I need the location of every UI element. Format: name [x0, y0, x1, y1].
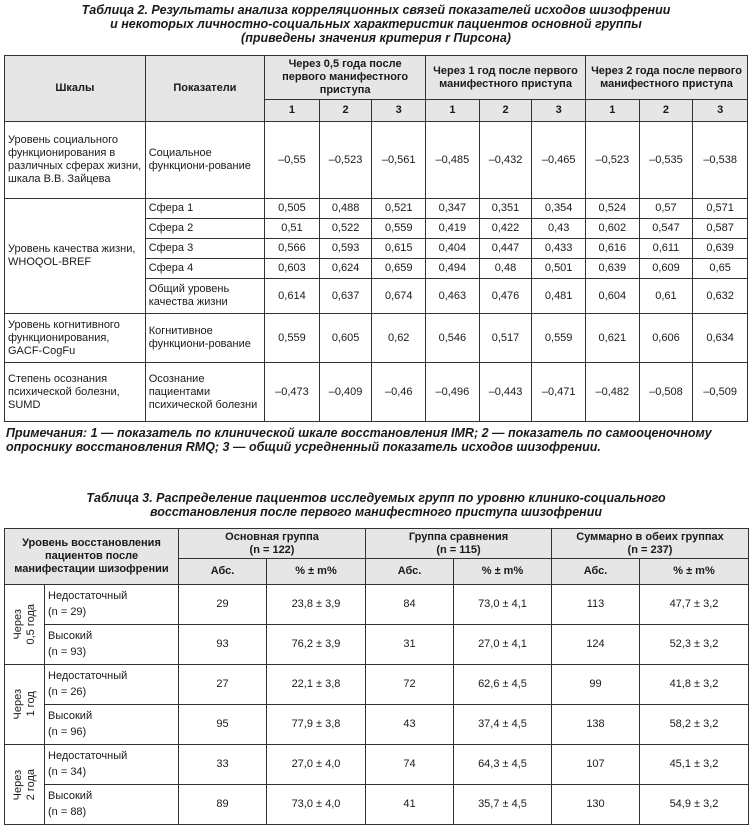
scale-cell: Степень осознания психической болезни, SUMD [5, 363, 146, 422]
value-cell: 0,546 [426, 314, 480, 363]
table-row [5, 363, 748, 422]
scale-cell: Уровень когнитивного функционирования, GACF-CogFu [5, 314, 146, 363]
level-count: (n = 93) [48, 646, 87, 658]
header-main-group: Основная группа (n = 122) [179, 529, 366, 559]
value-cell: 31 [366, 625, 454, 665]
indicator-cell: Сфера 1 [145, 199, 264, 219]
header-period-05: Через 0,5 года после первого манифестного приступа [265, 56, 426, 100]
value-cell: 23,8 ± 3,9 [267, 585, 366, 625]
header-period-1: Через 1 год после первого манифестного приступа [426, 56, 586, 100]
level-cell [45, 745, 179, 785]
value-cell: 45,1 ± 3,2 [640, 745, 749, 785]
level-cell [45, 705, 179, 745]
header-sub-6: 1 [586, 100, 640, 122]
header-sub-0: 1 [265, 100, 320, 122]
indicator-cell: Сфера 4 [145, 259, 264, 279]
value-cell: 41 [366, 785, 454, 825]
value-cell: 0,51 [265, 219, 320, 239]
value-cell: 52,3 ± 3,2 [640, 625, 749, 665]
value-cell: 35,7 ± 4,5 [454, 785, 552, 825]
value-cell: –0,538 [693, 122, 748, 199]
value-cell: 0,621 [586, 314, 640, 363]
header-pct: % ± m% [640, 559, 749, 585]
value-cell: 0,347 [426, 199, 480, 219]
value-cell: 99 [552, 665, 640, 705]
table-row [5, 705, 749, 745]
value-cell: –0,523 [586, 122, 640, 199]
period-cell [5, 585, 45, 665]
value-cell: 0,501 [532, 259, 586, 279]
value-cell: 0,547 [639, 219, 693, 239]
value-cell: 47,7 ± 3,2 [640, 585, 749, 625]
value-cell: 0,606 [639, 314, 693, 363]
value-cell: 74 [366, 745, 454, 785]
value-cell: 0,566 [265, 239, 320, 259]
scale-cell: Уровень качества жизни, WHOQOL-BREF [5, 199, 146, 314]
value-cell: 62,6 ± 4,5 [454, 665, 552, 705]
value-cell: 73,0 ± 4,0 [267, 785, 366, 825]
value-cell: 22,1 ± 3,8 [267, 665, 366, 705]
header-sub-4: 2 [479, 100, 532, 122]
table3-caption: Таблица 3. Распределение пациентов исследуемых групп по уровню клинико-социального восстановления после первого манифестного приступа шизофрении [86, 491, 666, 519]
period-label: Через 1 год [11, 689, 37, 720]
value-cell: 76,2 ± 3,9 [267, 625, 366, 665]
level-name: Высокий [48, 790, 93, 802]
scale-cell: Уровень социального функционирования в различных сферах жизни, шкала В.В. Зайцева [5, 122, 146, 199]
value-cell: 0,433 [532, 239, 586, 259]
distribution-table [4, 528, 749, 825]
level-name: Недостаточный [48, 590, 128, 602]
table-row [5, 585, 749, 625]
value-cell: 43 [366, 705, 454, 745]
value-cell: 0,674 [372, 279, 426, 314]
value-cell: 0,354 [532, 199, 586, 219]
table-row [5, 199, 748, 219]
value-cell: 0,404 [426, 239, 480, 259]
indicator-cell: Осознание пациентами психической болезни [145, 363, 264, 422]
value-cell: 0,422 [479, 219, 532, 239]
value-cell: 29 [179, 585, 267, 625]
value-cell: 0,488 [319, 199, 372, 219]
level-cell [45, 625, 179, 665]
value-cell: 0,602 [586, 219, 640, 239]
value-cell: 0,639 [586, 259, 640, 279]
value-cell: 0,571 [693, 199, 748, 219]
value-cell: –0,482 [586, 363, 640, 422]
value-cell: 0,517 [479, 314, 532, 363]
level-cell [45, 585, 179, 625]
value-cell: 0,419 [426, 219, 480, 239]
table-row [5, 122, 748, 199]
value-cell: 33 [179, 745, 267, 785]
value-cell: 0,463 [426, 279, 480, 314]
value-cell: 54,9 ± 3,2 [640, 785, 749, 825]
value-cell: 0,476 [479, 279, 532, 314]
value-cell: –0,508 [639, 363, 693, 422]
value-cell: –0,465 [532, 122, 586, 199]
value-cell: 84 [366, 585, 454, 625]
value-cell: 0,639 [693, 239, 748, 259]
indicator-cell: Социальное функциони-рование [145, 122, 264, 199]
value-cell: 89 [179, 785, 267, 825]
header-sub-7: 2 [639, 100, 693, 122]
value-cell: 0,481 [532, 279, 586, 314]
header-sub-8: 3 [693, 100, 748, 122]
level-cell [45, 665, 179, 705]
value-cell: –0,432 [479, 122, 532, 199]
level-count: (n = 26) [48, 686, 87, 698]
correlation-table [4, 55, 748, 422]
value-cell: 0,494 [426, 259, 480, 279]
header-abs: Абс. [179, 559, 267, 585]
value-cell: 27,0 ± 4,0 [267, 745, 366, 785]
period-cell [5, 665, 45, 745]
header-abs: Абс. [552, 559, 640, 585]
value-cell: 138 [552, 705, 640, 745]
value-cell: 0,447 [479, 239, 532, 259]
header-recovery-level: Уровень восстановления пациентов после манифестации шизофрении [5, 529, 179, 585]
indicator-cell: Когнитивное функциони-рование [145, 314, 264, 363]
value-cell: –0,443 [479, 363, 532, 422]
value-cell: 93 [179, 625, 267, 665]
period-cell [5, 745, 45, 825]
value-cell: 113 [552, 585, 640, 625]
value-cell: 0,521 [372, 199, 426, 219]
value-cell: 0,632 [693, 279, 748, 314]
indicator-cell: Сфера 3 [145, 239, 264, 259]
header-pct: % ± m% [454, 559, 552, 585]
value-cell: 0,624 [319, 259, 372, 279]
indicator-cell: Общий уровень качества жизни [145, 279, 264, 314]
value-cell: 107 [552, 745, 640, 785]
header-total: Суммарно в обеих группах (n = 237) [552, 529, 749, 559]
value-cell: –0,55 [265, 122, 320, 199]
header-sub-3: 1 [426, 100, 480, 122]
value-cell: 0,559 [372, 219, 426, 239]
level-name: Недостаточный [48, 750, 128, 762]
level-name: Высокий [48, 710, 93, 722]
value-cell: 124 [552, 625, 640, 665]
value-cell: 41,8 ± 3,2 [640, 665, 749, 705]
header-pct: % ± m% [267, 559, 366, 585]
value-cell: 72 [366, 665, 454, 705]
value-cell: 0,616 [586, 239, 640, 259]
value-cell: 58,2 ± 3,2 [640, 705, 749, 745]
period-label: Через 0,5 года [11, 604, 37, 645]
value-cell: 77,9 ± 3,8 [267, 705, 366, 745]
header-scales: Шкалы [5, 56, 146, 122]
indicator-cell: Сфера 2 [145, 219, 264, 239]
value-cell: 130 [552, 785, 640, 825]
value-cell: –0,471 [532, 363, 586, 422]
value-cell: 0,611 [639, 239, 693, 259]
header-sub-2: 3 [372, 100, 426, 122]
value-cell: 0,522 [319, 219, 372, 239]
value-cell: 0,637 [319, 279, 372, 314]
value-cell: 0,634 [693, 314, 748, 363]
value-cell: –0,535 [639, 122, 693, 199]
value-cell: –0,473 [265, 363, 320, 422]
level-cell [45, 785, 179, 825]
value-cell: –0,496 [426, 363, 480, 422]
value-cell: 73,0 ± 4,1 [454, 585, 552, 625]
value-cell: 0,48 [479, 259, 532, 279]
table2-caption: Таблица 2. Результаты анализа корреляционных связей показателей исходов шизофрении и некоторых личностно-социальных характеристик пациентов основной группы (приведены значения критерия r Пирсона) [81, 3, 671, 45]
header-abs: Абс. [366, 559, 454, 585]
value-cell: –0,485 [426, 122, 480, 199]
header-indicators: Показатели [145, 56, 264, 122]
value-cell: 0,587 [693, 219, 748, 239]
value-cell: –0,561 [372, 122, 426, 199]
value-cell: 0,559 [532, 314, 586, 363]
table-row [5, 745, 749, 785]
value-cell: 0,559 [265, 314, 320, 363]
table2-notes: Примечания: 1 — показатель по клинической шкале восстановления IMR; 2 — показатель по самооценочному опроснику восстановления RMQ; 3 — общий усредненный показатель исходов шизофрении. [6, 426, 712, 454]
value-cell: 0,61 [639, 279, 693, 314]
value-cell: 0,614 [265, 279, 320, 314]
value-cell: 0,615 [372, 239, 426, 259]
value-cell: –0,523 [319, 122, 372, 199]
level-name: Недостаточный [48, 670, 128, 682]
correlation-table-body [5, 122, 748, 422]
value-cell: 37,4 ± 4,5 [454, 705, 552, 745]
value-cell: 27 [179, 665, 267, 705]
value-cell: 95 [179, 705, 267, 745]
value-cell: –0,46 [372, 363, 426, 422]
table-row [5, 314, 748, 363]
value-cell: 0,605 [319, 314, 372, 363]
level-count: (n = 29) [48, 606, 87, 618]
value-cell: 0,524 [586, 199, 640, 219]
header-sub-1: 2 [319, 100, 372, 122]
level-count: (n = 34) [48, 766, 87, 778]
value-cell: 0,65 [693, 259, 748, 279]
distribution-table-body [5, 585, 749, 825]
value-cell: 0,593 [319, 239, 372, 259]
value-cell: 0,62 [372, 314, 426, 363]
value-cell: 64,3 ± 4,5 [454, 745, 552, 785]
value-cell: 0,505 [265, 199, 320, 219]
level-name: Высокий [48, 630, 93, 642]
value-cell: 0,659 [372, 259, 426, 279]
value-cell: 0,351 [479, 199, 532, 219]
period-label: Через 2 года [11, 768, 37, 801]
table-row [5, 665, 749, 705]
level-count: (n = 96) [48, 726, 87, 738]
value-cell: 0,603 [265, 259, 320, 279]
value-cell: 0,609 [639, 259, 693, 279]
header-comparison-group: Группа сравнения (n = 115) [366, 529, 552, 559]
value-cell: –0,409 [319, 363, 372, 422]
level-count: (n = 88) [48, 806, 87, 818]
header-sub-5: 3 [532, 100, 586, 122]
value-cell: –0,509 [693, 363, 748, 422]
value-cell: 0,43 [532, 219, 586, 239]
table-row [5, 625, 749, 665]
table-row [5, 785, 749, 825]
header-period-2: Через 2 года после первого манифестного приступа [586, 56, 748, 100]
value-cell: 27,0 ± 4,1 [454, 625, 552, 665]
value-cell: 0,604 [586, 279, 640, 314]
value-cell: 0,57 [639, 199, 693, 219]
